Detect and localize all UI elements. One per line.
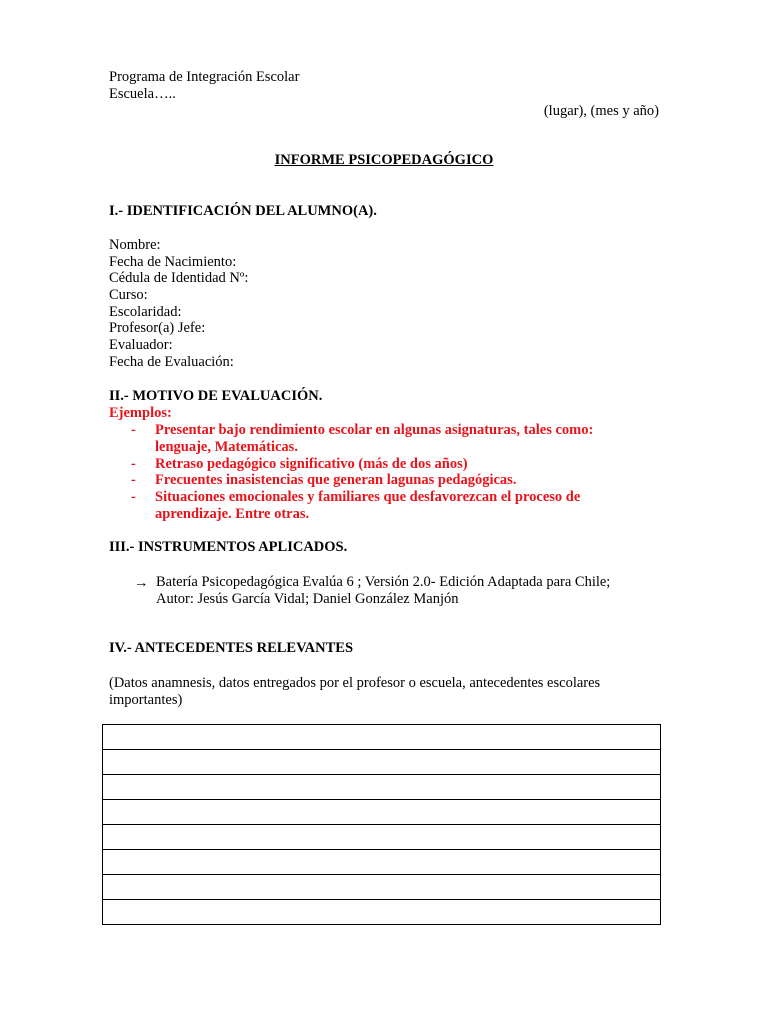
field-evaluador: Evaluador: — [109, 337, 173, 353]
instrument-line-1: Batería Psicopedagógica Evalúa 6 ; Versión 2.0- Edición Adaptada para Chile; — [156, 574, 611, 590]
table-row — [103, 825, 661, 850]
field-escolaridad: Escolaridad: — [109, 304, 182, 320]
bullet-dash: - — [131, 456, 136, 472]
table-row — [103, 875, 661, 900]
table-cell[interactable] — [103, 800, 661, 825]
example-item-2: Retraso pedagógico significativo (más de dos años) — [155, 456, 468, 472]
table-cell[interactable] — [103, 850, 661, 875]
school-name: Escuela….. — [109, 86, 176, 102]
table-cell[interactable] — [103, 875, 661, 900]
table-cell[interactable] — [103, 900, 661, 925]
field-nombre: Nombre: — [109, 237, 161, 253]
table-cell[interactable] — [103, 825, 661, 850]
table-cell[interactable] — [103, 775, 661, 800]
table-row — [103, 800, 661, 825]
section-1-heading: I.- IDENTIFICACIÓN DEL ALUMNO(A). — [109, 203, 377, 219]
table-cell[interactable] — [103, 725, 661, 750]
program-name: Programa de Integración Escolar — [109, 69, 300, 85]
place-date: (lugar), (mes y año) — [543, 103, 659, 119]
instrument-line-2: Autor: Jesús García Vidal; Daniel González Manjón — [156, 591, 459, 607]
table-cell[interactable] — [103, 750, 661, 775]
example-item-1-line-2: lenguaje, Matemáticas. — [155, 439, 298, 455]
table-row — [103, 725, 661, 750]
document-title: INFORME PSICOPEDAGÓGICO — [274, 152, 494, 168]
field-fecha-evaluacion: Fecha de Evaluación: — [109, 354, 234, 370]
field-curso: Curso: — [109, 287, 148, 303]
table-row — [103, 850, 661, 875]
example-item-4-line-2: aprendizaje. Entre otras. — [155, 506, 310, 522]
antecedentes-note-line-2: importantes) — [109, 692, 183, 708]
bullet-dash: - — [131, 489, 136, 505]
bullet-dash: - — [131, 472, 136, 488]
example-item-3: Frecuentes inasistencias que generan lagunas pedagógicas. — [155, 472, 517, 488]
examples-label: Ejemplos: — [109, 405, 172, 421]
table-row — [103, 750, 661, 775]
antecedentes-table — [102, 724, 661, 925]
section-3-heading: III.- INSTRUMENTOS APLICADOS. — [109, 539, 348, 555]
field-cedula: Cédula de Identidad Nº: — [109, 270, 249, 286]
table-row — [103, 900, 661, 925]
example-item-1-line-1: Presentar bajo rendimiento escolar en algunas asignaturas, tales como: — [155, 422, 594, 438]
section-4-heading: IV.- ANTECEDENTES RELEVANTES — [109, 640, 354, 656]
section-2-heading: II.- MOTIVO DE EVALUACIÓN. — [109, 388, 323, 404]
field-profesor-jefe: Profesor(a) Jefe: — [109, 320, 206, 336]
example-item-4-line-1: Situaciones emocionales y familiares que desfavorezcan el proceso de — [155, 489, 581, 505]
bullet-dash: - — [131, 422, 136, 438]
table-row — [103, 775, 661, 800]
arrow-icon: → — [134, 575, 149, 591]
field-fecha-nacimiento: Fecha de Nacimiento: — [109, 254, 237, 270]
antecedentes-note-line-1: (Datos anamnesis, datos entregados por el profesor o escuela, antecedentes escolares — [109, 675, 601, 691]
